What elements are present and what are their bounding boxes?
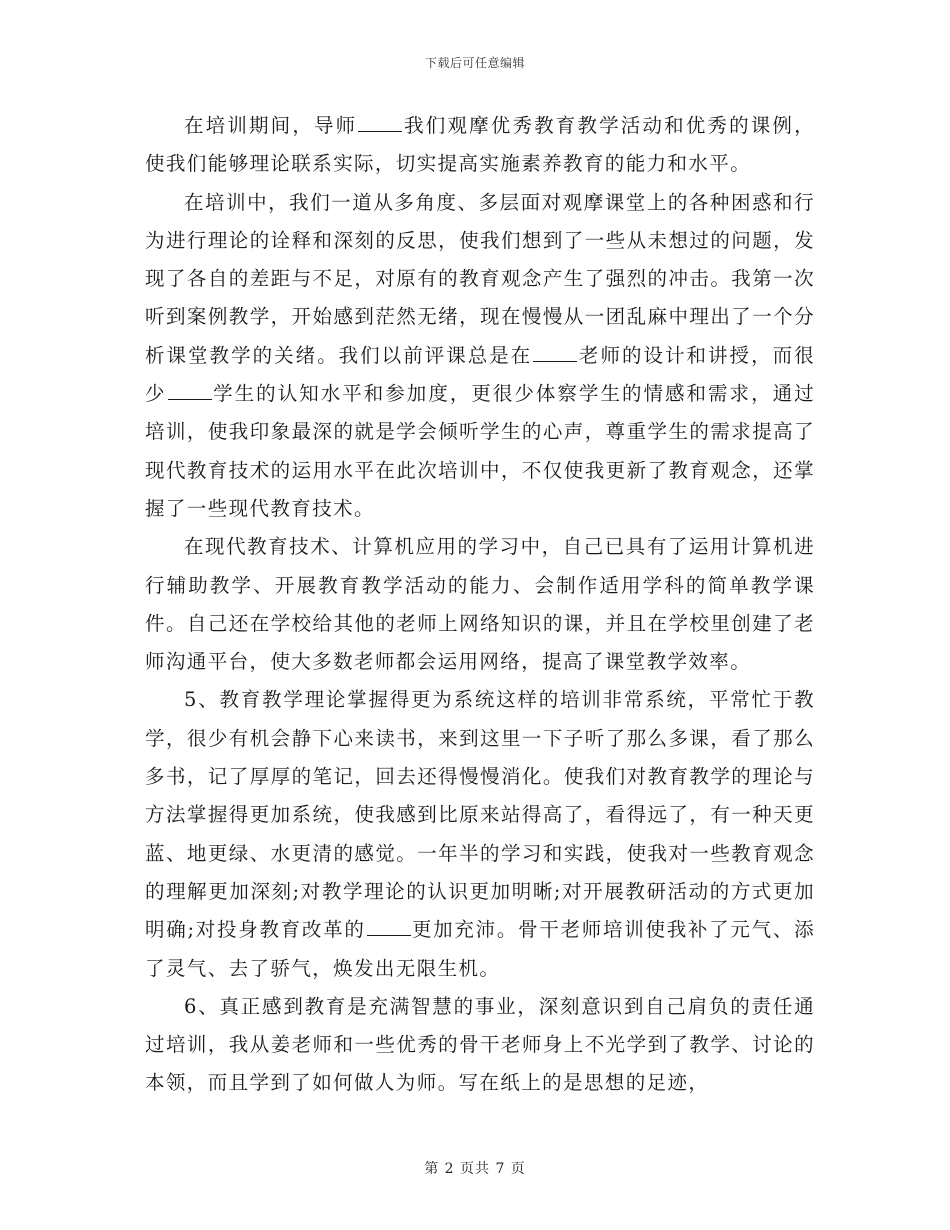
paragraph [145,681,815,987]
paragraph [145,107,815,184]
document-body [145,107,815,1103]
fill-in-blank [367,934,411,936]
paragraph-text: 在培训中，我们一道从多角度、多层面对观摩课堂上的各种困惑和行为进行理论的诠释和深刻的反思，使我们想到了一些从未想过的问题，发现了各自的差距与不足，对原有的教育观念产生了强烈的冲击。我第一次听到案例教学，开始感到茫然无绪，现在慢慢从一团乱麻中理出了一个分析课堂教学的关绪。我们以前评课总是在 [145,190,815,367]
paragraph-text: 老师的设计和讲授，而很少 [145,343,815,406]
paragraph-text: 更加充沛。骨干老师培训使我补了元气、添了灵气、去了骄气，焕发出无限生机。 [145,918,815,980]
paragraph-text: 在培训期间，导师 [184,114,358,137]
fill-in-blank [168,398,212,400]
paragraph [145,528,815,681]
fill-in-blank [358,130,402,132]
paragraph-text: 5、教育教学理论掌握得更为系统这样的培训非常系统，平常忙于教学，很少有机会静下心来读书，来到这里一下子听了那么多课，看了那么多书，记了厚厚的笔记，回去还得慢慢消化。使我们对教育教学的理论与方法掌握得更加系统，使我感到比原来站得高了，看得远了，有一种天更蓝、地更绿、水更清的感觉。一年半的学习和实践，使我对一些教育观念的理解更加深刻;对教学理论的认识更加明晰;对开展教研活动的方式更加明确;对投身教育改革的 [145,688,815,942]
paragraph-text: 在现代教育技术、计算机应用的学习中，自己已具有了运用计算机进行辅助教学、开展教育教学活动的能力、会制作适用学科的简单教学课件。自己还在学校给其他的老师上网络知识的课，并且在学校里创建了老师沟通平台，使大多数老师都会运用网络，提高了课堂教学效率。 [145,535,815,674]
page-footer: 第 2 页共 7 页 [424,1161,526,1177]
paragraph-text: 6、真正感到教育是充满智慧的事业，深刻意识到自己肩负的责任通过培训，我从姜老师和一些优秀的骨干老师身上不光学到了教学、讨论的本领，而且学到了如何做人为师。写在纸上的是思想的足迹， [145,994,815,1095]
paragraph-text: 学生的认知水平和参加度，更很少体察学生的情感和需求，通过培训，使我印象最深的就是学会倾听学生的心声，尊重学生的需求提高了现代教育技术的运用水平在此次培训中，不仅使我更新了教育观念，还掌握了一些现代教育技术。 [145,382,816,520]
page-header: 下载后可任意编辑 [424,56,525,70]
paragraph [145,988,815,1103]
paragraph-text: 我们观摩优秀教育教学活动和优秀的课例，使我们能够理论联系实际，切实提高实施素养教育的能力和水平。 [145,114,816,176]
fill-in-blank [533,360,577,362]
paragraph [145,184,815,529]
